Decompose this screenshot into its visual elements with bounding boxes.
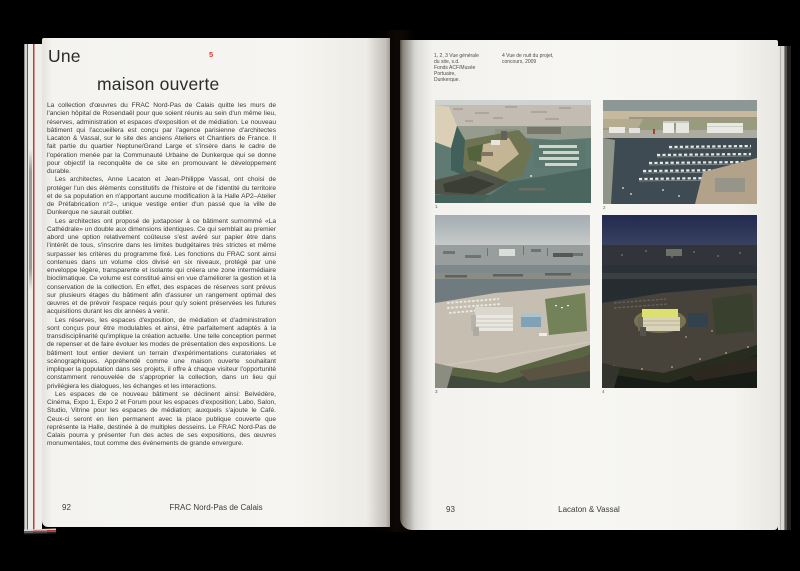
right-page-footer <box>400 505 778 517</box>
photo-1-image <box>435 100 591 203</box>
photo-aerial-marina-2 <box>603 100 757 210</box>
left-page-footer <box>42 503 390 515</box>
page-edges-left <box>24 44 42 530</box>
photo-caption-1-2-3 <box>434 53 496 83</box>
photo-number-3: 3 <box>435 389 438 394</box>
chapter-title-line1: Une <box>48 46 81 66</box>
caption-line: concours, 2009 <box>502 59 537 65</box>
caption-line: Dunkerque. <box>434 77 460 83</box>
caption-line: Fonds ACF/Musée Portuaire, <box>434 65 476 77</box>
chapter-number: 5 <box>209 50 214 59</box>
photo-aerial-halle-day-3 <box>435 215 590 394</box>
photo-aerial-site-1 <box>435 100 591 209</box>
body-paragraph-3: Les architectes ont proposé de juxtaposer à ce bâtiment surnommé «La Cathédrale» un double aux dimensions identiques. Ce qui semblait au premier abord une option relativement coûteuse s'est avéré sur papier être dans l'intérêt de tous, s'inscrire dans les limites budgétaires très strictes et même surpasser les critères du programme fixé. Les fonctions du FRAC sont ainsi contenues dans un volume clos divisé en six niveaux, protégé par une enveloppe légère, transparente et isolante qui créera une zone intermédiaire bioclimatique. Ce volume est constitué ainsi en vue d'améliorer la gestion et la conservation de la collection. En effet, des espaces de réserves sont prévus sur plusieurs étages du bâtiment afin d'assurer un rangement optimal des œuvres et de prévoir l'espace requis pour qu'y soient préservées les futures acquisitions durant les dix années à venir. <box>47 217 276 316</box>
photo-caption-4 <box>502 53 572 65</box>
body-paragraph-1: La collection d'œuvres du FRAC Nord-Pas de Calais quitte les murs de l'ancien hôpital de Rosendaël pour que soient réunis au sein d'un même lieu, réserves, administration et espaces d'exposition et de médiation. Le nouveau bâtiment qui l'accueillera est conçu par l'agence parisienne d'architectes Lacaton & Vassal, sur le site des anciens Ateliers et Chantiers de France. Il fait partie du quartier Neptune/Grand Large et s'insère dans le cadre de l'opération menée par la Communauté Urbaine de Dunkerque qui se donne pour objectif la reconquête de ce site en promouvant le développement durable. <box>47 102 276 175</box>
body-text-column <box>47 102 276 449</box>
page-number-right: 93 <box>446 505 455 514</box>
chapter-title-line2: maison ouverte <box>97 74 220 94</box>
page-number-left: 92 <box>62 503 71 512</box>
photo-2-image <box>603 100 757 204</box>
photo-number-2: 2 <box>603 205 606 210</box>
caption-line: 4 Vue de nuit du projet, <box>502 53 554 59</box>
photo-3-image <box>435 215 590 388</box>
photo-number-4: 4 <box>602 389 605 394</box>
left-page <box>42 38 390 527</box>
body-paragraph-2: Les architectes, Anne Lacaton et Jean-Philippe Vassal, ont choisi de protéger l'un des éléments constitutifs de l'histoire et de l'identité du territoire et de sa population en n'apportant aucune modification à la Halle AP2–Atelier de Préfabrication n°2–, unique vestige entier d'un passé que la ville de Dunkerque ne saurait oublier. <box>47 176 276 217</box>
running-title-right: Lacaton & Vassal <box>558 505 620 514</box>
body-paragraph-5: Les espaces de ce nouveau bâtiment se déclinent ainsi: Belvédère, Cinéma, Expo 1, Expo 2 et Forum pour les espaces d'exposition; Labo, Salon, Studio, Vitrine pour les espaces de médiation; auxquels s'ajoute le Café. Ceux-ci seront en lien permanent avec la place publique couverte que représente la Halle, destinée à de multiples desseins. Le FRAC Nord-Pas de Calais pourra y présenter l'un des actes de ses expositions, des œuvres monumentales, tout comme des événements de grande envergure. <box>47 390 276 448</box>
page-edges-right <box>778 46 791 530</box>
running-title-left: FRAC Nord-Pas de Calais <box>169 503 263 512</box>
body-paragraph-4: Les réserves, les espaces d'exposition, de médiation et d'administration sont conçus pour être modulables et ainsi, être parfaitement adaptés à la transdisciplinarité qu'implique la création actuelle. Une telle conception permet de repenser et de faire évoluer les modes de présentation des expositions. Le bâtiment tout entier devient un terrain d'expérimentations curatoriales et scénographiques. Appréhendé comme une maison ouverte souhaitant impliquer la population dans ses projets, il offre à chaque visiteur l'opportunité constamment renouvelée de s'approprier la collection, dans un lieu qui privilégiera les dialogues, les échanges et les interactions. <box>47 316 276 390</box>
page-edges-left-gray-section <box>29 150 32 290</box>
photo-4-image <box>602 215 757 388</box>
photo-night-project-4 <box>602 215 757 394</box>
right-page <box>400 40 778 530</box>
page-edges-left-bottom <box>24 528 56 534</box>
caption-line: du site, s.d. <box>434 59 460 65</box>
caption-line: 1, 2, 3 Vue générale <box>434 53 479 59</box>
photo-number-1: 1 <box>435 204 438 209</box>
